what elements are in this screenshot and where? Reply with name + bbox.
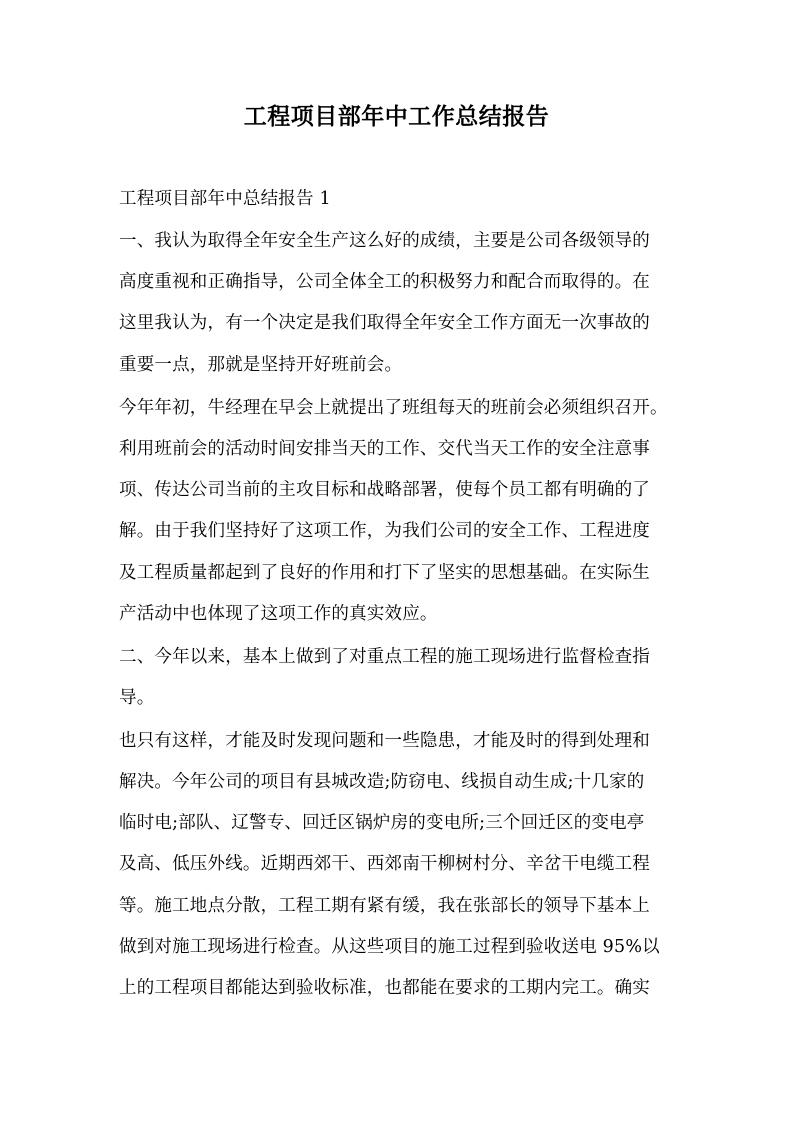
paragraph-line: 上的工程项目都能达到验收标准，也都能在要求的工期内完工。确实 xyxy=(119,978,650,998)
paragraph-line: 及工程质量都起到了良好的作用和打下了坚实的思想基础。在实际生 xyxy=(119,563,650,583)
paragraph-line: 高度重视和正确指导，公司全体全工的积极努力和配合而取得的。在 xyxy=(119,272,650,292)
paragraph-line: 项、传达公司当前的主攻目标和战略部署，使每个员工都有明确的了 xyxy=(119,480,650,500)
paragraph-line: 产活动中也体现了这项工作的真实效应。 xyxy=(119,604,438,624)
paragraph-line: 今年年初，牛经理在早会上就提出了班组每天的班前会必须组织召开。 xyxy=(119,398,668,418)
paragraph-line: 这里我认为，有一个决定是我们取得全年安全工作方面无一次事故的 xyxy=(119,313,650,333)
document-title: 工程项目部年中工作总结报告 xyxy=(243,103,550,130)
paragraph-line: 重要一点，那就是坚持开好班前会。 xyxy=(119,355,403,375)
paragraph-line: 等。施工地点分散，工程工期有紧有缓，我在张部长的领导下基本上 xyxy=(119,896,650,916)
paragraph-line: 导。 xyxy=(119,688,155,708)
paragraph-line: 临时电;部队、辽警专、回迁区锅炉房的变电所;三个回迁区的变电亭 xyxy=(119,813,645,833)
paragraph-line: 解决。今年公司的项目有县城改造;防窃电、线损自动生成;十几家的 xyxy=(119,772,645,792)
paragraph-line: 做到对施工现场进行检查。从这些项目的施工过程到验收送电 95%以 xyxy=(119,937,660,957)
section-heading: 工程项目部年中总结报告 1 xyxy=(119,189,331,209)
paragraph-line: 利用班前会的活动时间安排当天的工作、交代当天工作的安全注意事 xyxy=(119,439,650,459)
paragraph-line: 也只有这样，才能及时发现问题和一些隐患，才能及时的得到处理和 xyxy=(119,731,650,751)
paragraph-line: 一、我认为取得全年安全生产这么好的成绩，主要是公司各级领导的 xyxy=(119,231,650,251)
paragraph-line: 二、今年以来，基本上做到了对重点工程的施工现场进行监督检查指 xyxy=(119,647,650,667)
paragraph-line: 及高、低压外线。近期西郊干、西郊南干柳树村分、辛岔干电缆工程 xyxy=(119,854,650,874)
paragraph-line: 解。由于我们坚持好了这项工作，为我们公司的安全工作、工程进度 xyxy=(119,521,650,541)
